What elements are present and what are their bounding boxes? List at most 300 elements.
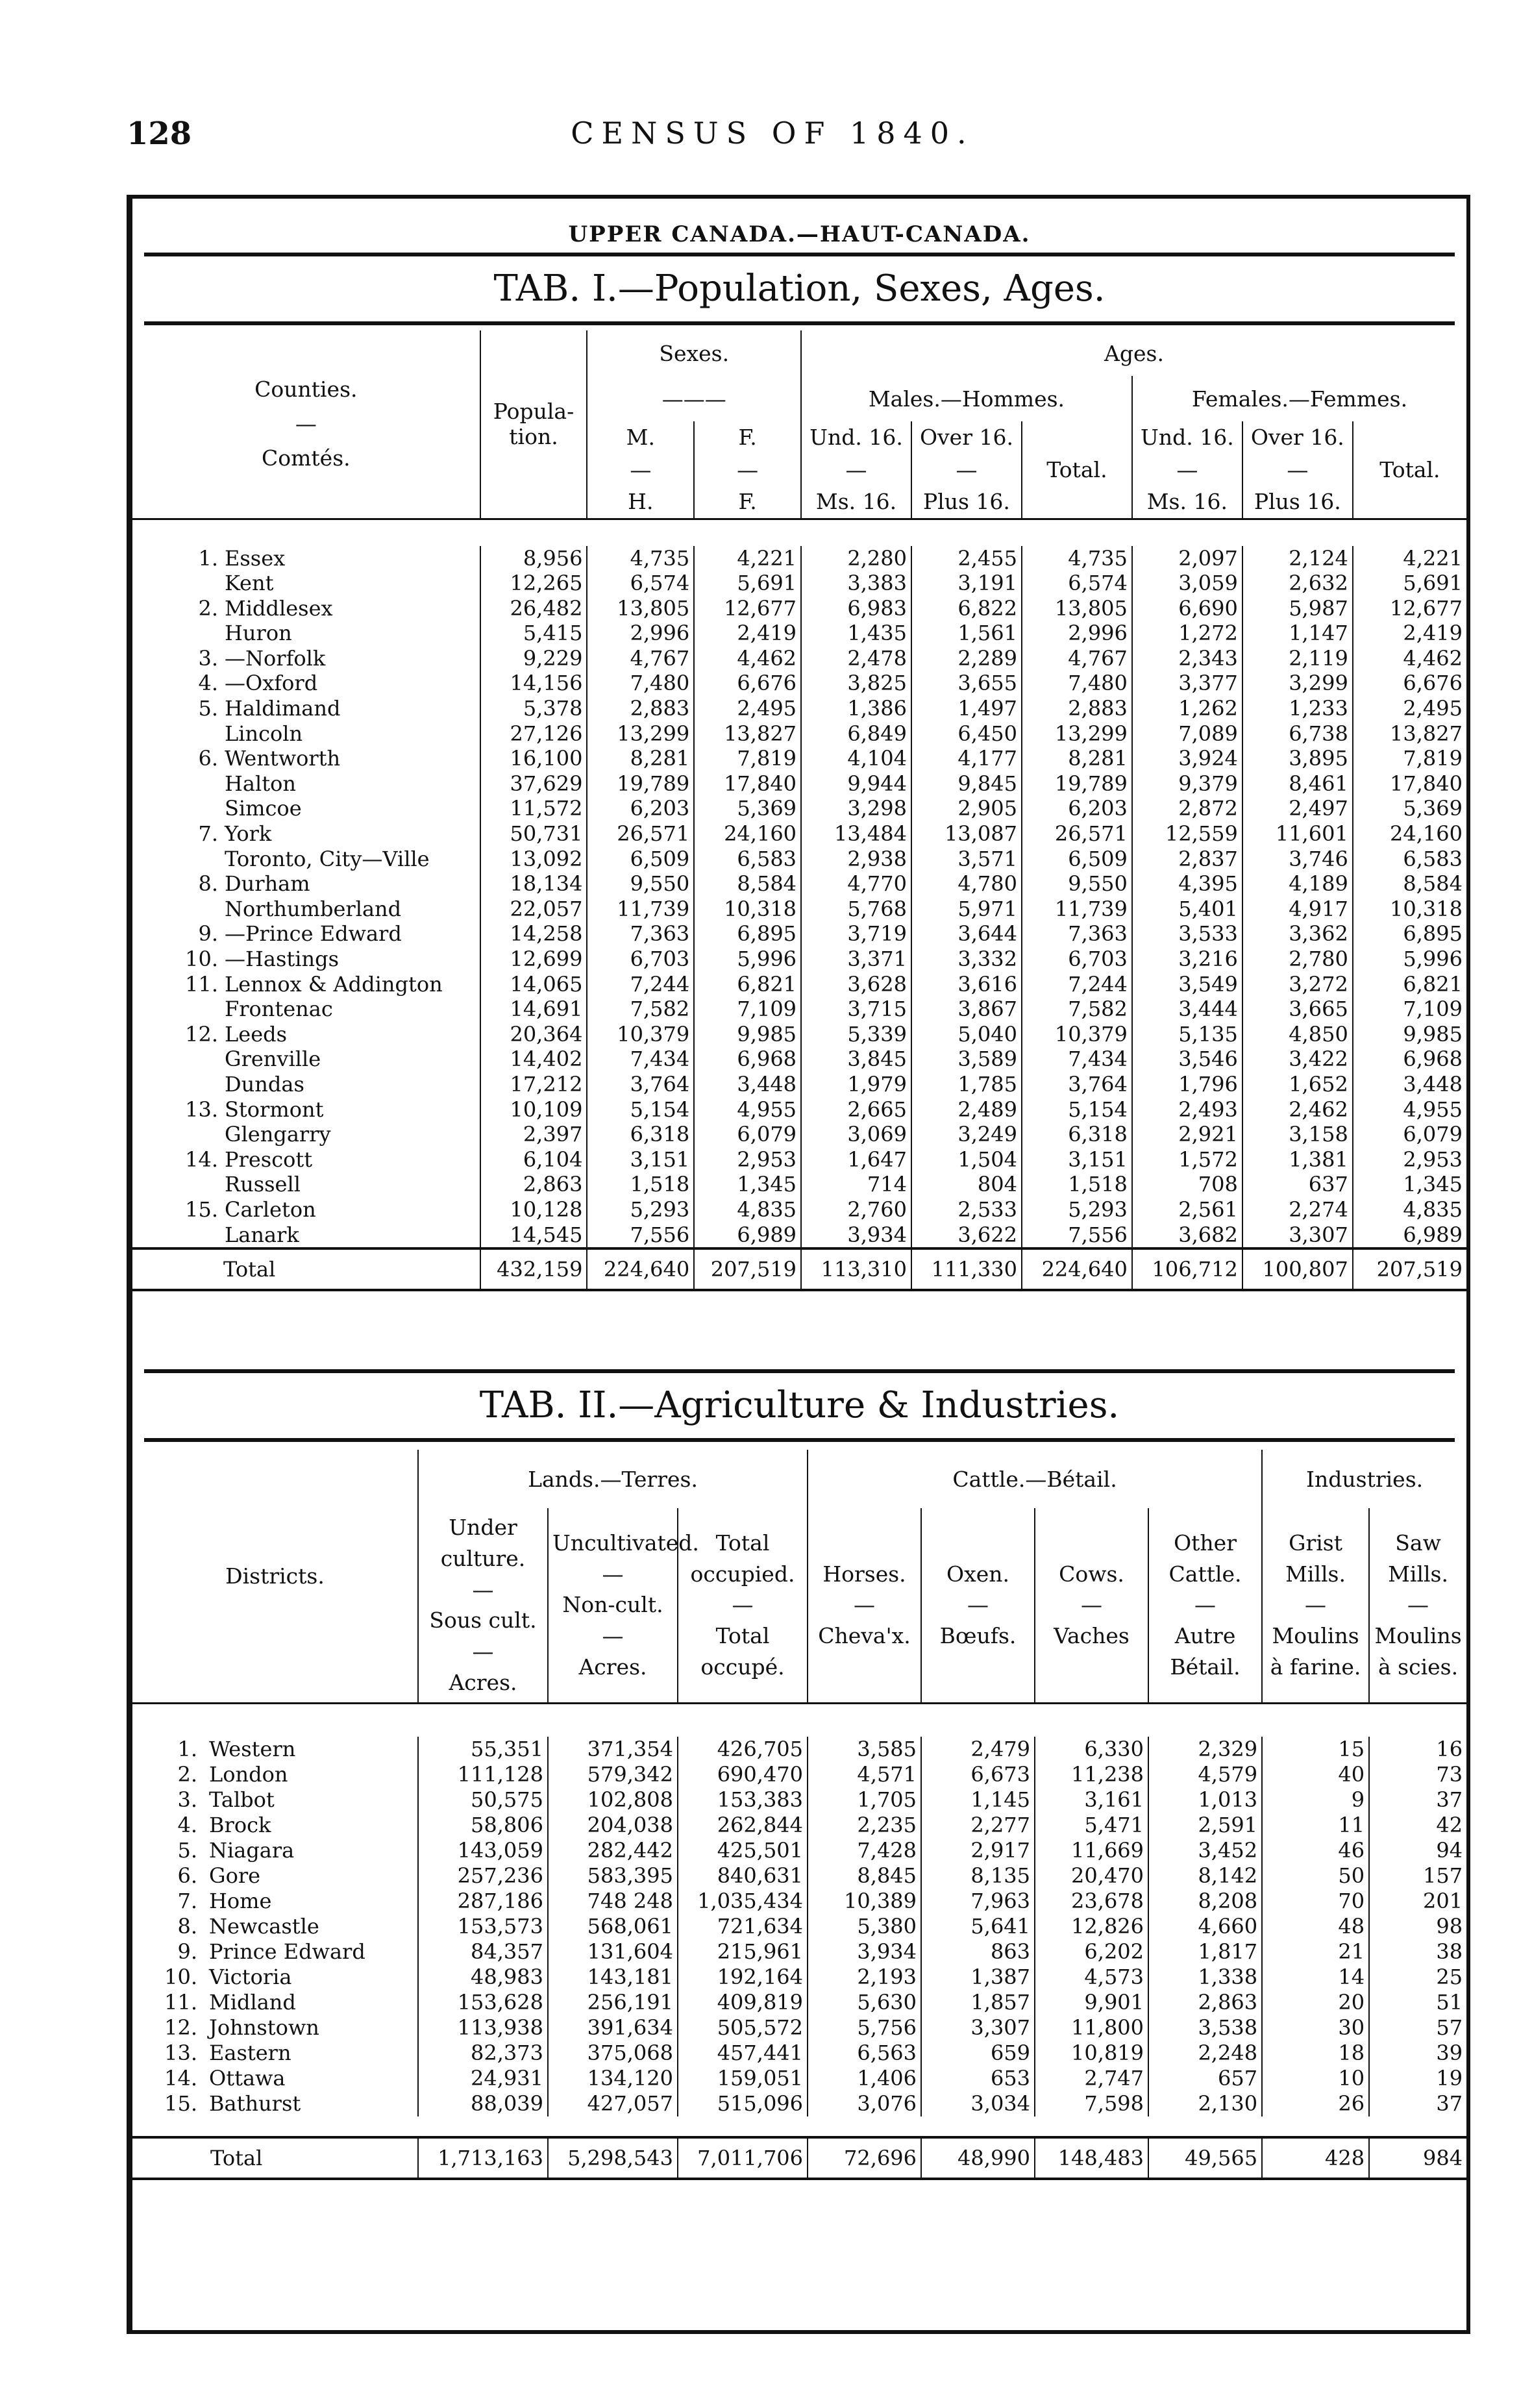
cell-horses: 2,235 — [808, 1813, 921, 1838]
cell-m: 7,434 — [587, 1047, 694, 1072]
table-row — [132, 671, 1466, 696]
other-cattle-header: Other Cattle. — Autre Bétail. — [1148, 1508, 1262, 1703]
table-row — [132, 621, 1466, 646]
county-name-cell — [132, 821, 480, 847]
males-under16-header: Und. 16. — Ms. 16. — [801, 421, 911, 519]
district-number: 11. — [164, 1989, 197, 2015]
district-name-cell — [132, 1838, 418, 1863]
cell-fo: 4,917 — [1242, 897, 1353, 922]
county-name: Middlesex — [225, 595, 333, 621]
county-name: Leeds — [225, 1021, 288, 1047]
cell-f: 4,835 — [694, 1197, 801, 1223]
district-name: Prince Edward — [209, 1939, 365, 1964]
cell-m: 2,883 — [587, 696, 694, 721]
cell-saw: 57 — [1436, 2015, 1463, 2040]
cell-cows: 5,471 — [1035, 1813, 1148, 1838]
cell-uncult: 256,191 — [548, 1990, 678, 2015]
table-row — [132, 1072, 1466, 1097]
county-name-cell — [132, 646, 480, 671]
cell-total: 159,051 — [678, 2066, 808, 2091]
district-name: Home — [209, 1888, 272, 1913]
cell-f: 12,677 — [694, 596, 801, 621]
cell-fo: 3,272 — [1242, 972, 1353, 997]
cell-pop: 5,378 — [480, 696, 587, 721]
cell-mo: 9,845 — [911, 771, 1022, 797]
cell-total: 215,961 — [678, 1939, 808, 1965]
cell-mo: 2,905 — [911, 796, 1022, 821]
cell-mu: 714 — [801, 1172, 911, 1197]
cell-under: 113,938 — [418, 2015, 548, 2041]
cell-m: 7,582 — [587, 997, 694, 1022]
cell-m: 6,318 — [587, 1122, 694, 1147]
cell-horses: 3,585 — [808, 1737, 921, 1762]
cell-saw: 19 — [1436, 2065, 1463, 2091]
cell-ft: 17,840 — [1390, 771, 1463, 796]
cell-fo: 4,850 — [1242, 1022, 1353, 1047]
county-number: 5. — [198, 696, 218, 721]
cell-saw: 73 — [1436, 1761, 1463, 1787]
tab1-table: Counties. — Comtés. Popula-tion. Sexes. Ages. ——— Males.—Hommes. Females.—Femmes. M. — H. F. — F. Und. 16. — Ms. 16. Over 16. — Plus 16. Total. Und. 16. — Ms. 16. Over 16. — Plus 16. Total. 1. Essex 8,956 4,735 4,221 2,280 2,455 4,735 2,097 2,124 4,221 Kent 12,265 6,574 5,691 3,383 3,191 6,574 3,059 2,632 5,691 2. Middlesex 26,482 13,805 12,677 6,983 6,822 13,805 6,690 5,987 12,677 Huron 5,415 2,996 2,419 1,435 1,561 2,996 1,272 1,147 2,419 3. —Norfolk 9,229 4,767 4,462 2,478 2,289 4,767 2,343 2,119 4,462 4. —Oxford 14,156 7,480 6,676 3,825 3,655 7,480 3,377 3,299 6,676 5. Haldimand 5,378 2,883 2,495 1,386 1,497 2,883 1,262 1,233 2,495 Lincoln 27,126 13,299 13,827 6,849 6,450 13,299 7,089 6,738 13,827 6. Wentworth 16,100 8,281 7,819 4,104 4,177 8,281 3,924 3,895 7,819 Halton 37,629 19,789 17,840 9,944 9,845 19,789 9,379 8,461 17,840 Simcoe 11,572 6,203 5,369 3,298 2,905 6,203 2,872 2,497 5,369 7. York 50,731 26,571 24,160 13,484 13,087 26,571 12,559 11,601 24,160 Toronto, City—Ville 13,092 6,509 6,583 2,938 3,571 6,509 2,837 3,746 6,583 8. Durham 18,134 9,550 8,584 4,770 4,780 9,550 4,395 4,189 8,584 Northumberland 22,057 11,739 10,318 5,768 5,971 11,739 5,401 4,917 10,318 9. —Prince Edward 14,258 7,363 6,895 3,719 3,644 7,363 3,533 3,362 6,895 10. —Hastings 12,699 6,703 5,996 3,371 3,332 6,703 3,216 2,780 5,996 11. Lennox & Addington 14,065 7,244 6,821 3,628 3,616 7,244 3,549 3,272 6,821 Frontenac 14,691 7,582 7,109 3,715 3,867 7,582 3,444 3,665 7,109 12. Leeds 20,364 10,379 9,985 5,339 5,040 10,379 5,135 4,850 9,985 Grenville 14,402 7,434 6,968 3,845 3,589 7,434 3,546 3,422 6,968 Dundas 17,212 3,764 3,448 1,979 1,785 3,764 1,796 1,652 3,448 13. Stormont 10,109 5,154 4,955 2,665 2,489 5,154 2,493 2,462 4,955 Glengarry 2,397 6,318 6,079 3,069 3,249 6,318 2,921 3,158 6,079 14. Prescott 6,104 3,151 2,953 1,647 1,504 3,151 1,572 1,381 2,953 Russell 2,863 1,518 1,345 714 804 1,518 708 637 1,345 15. Carleton 10,128 5,293 4,835 2,760 2,533 5,293 2,561 2,274 4,835 Lanark 14,545 7,556 6,989 3,934 3,622 7,556 3,682 3,307 6,989 Total 432,159 224,640 207,519 113,310 111,330 224,640 106,712 100,807 207,519 — [132, 330, 1466, 1291]
cell-other: 1,817 — [1148, 1939, 1262, 1965]
cell-mt: 13,299 — [1022, 721, 1132, 747]
cell-m: 6,509 — [587, 847, 694, 872]
table-row — [132, 1122, 1466, 1147]
cell-uncult: 204,038 — [548, 1813, 678, 1838]
cell-fu: 1,262 — [1132, 696, 1242, 721]
cell-pop: 2,863 — [480, 1172, 587, 1197]
cell-m: 7,556 — [587, 1223, 694, 1249]
cell-mt: 4,735 — [1022, 546, 1132, 571]
cell-fu: 2,561 — [1132, 1197, 1242, 1223]
cell-mo: 3,191 — [911, 571, 1022, 596]
females-header: Females.—Femmes. — [1191, 386, 1408, 412]
cell-uncult: 371,354 — [548, 1737, 678, 1762]
cell-fu: 2,097 — [1132, 546, 1242, 571]
county-name-cell — [132, 847, 480, 872]
county-name-cell — [132, 671, 480, 696]
cell-ft: 6,583 — [1403, 846, 1463, 871]
cell-total: 690,470 — [678, 1762, 808, 1787]
cell-horses: 10,389 — [808, 1889, 921, 1914]
cell-fu: 2,343 — [1132, 646, 1242, 671]
district-number: 10. — [164, 1964, 197, 1989]
cell-mo: 3,867 — [911, 997, 1022, 1022]
cell-fo: 2,119 — [1242, 646, 1353, 671]
cell-uncult: 391,634 — [548, 2015, 678, 2041]
cell-fu: 12,559 — [1132, 821, 1242, 847]
county-name: Huron — [225, 621, 292, 646]
county-name: Lennox & Addington — [225, 971, 443, 997]
district-name: Bathurst — [209, 2091, 301, 2116]
cell-fo: 3,746 — [1242, 847, 1353, 872]
district-name: Gore — [209, 1863, 261, 1888]
cell-fu: 3,444 — [1132, 997, 1242, 1022]
cell-cows: 11,669 — [1035, 1838, 1148, 1863]
cell-horses: 5,380 — [808, 1914, 921, 1939]
cell-mt: 1,518 — [1022, 1172, 1132, 1197]
county-name: Northumberland — [225, 896, 402, 921]
county-number: 4. — [198, 671, 218, 696]
cell-mo: 3,655 — [911, 671, 1022, 696]
table-row — [132, 1990, 1466, 2015]
cell-mt: 7,434 — [1022, 1047, 1132, 1072]
table-row — [132, 2041, 1466, 2066]
county-name: Russell — [225, 1172, 301, 1197]
cell-oxen: 8,135 — [921, 1863, 1035, 1889]
tab2-body — [132, 1737, 1466, 2116]
county-name: Durham — [225, 871, 310, 897]
cell-mu: 13,484 — [801, 821, 911, 847]
cell-pop: 14,545 — [480, 1223, 587, 1249]
cell-f: 4,462 — [694, 646, 801, 671]
cell-total: 409,819 — [678, 1990, 808, 2015]
cell-fo: 1,381 — [1242, 1147, 1353, 1173]
cell-fu: 2,493 — [1132, 1097, 1242, 1123]
district-name: Johnstown — [209, 2015, 319, 2040]
cell-other: 1,013 — [1148, 1787, 1262, 1813]
cell-m: 6,203 — [587, 796, 694, 821]
cell-mo: 1,504 — [911, 1147, 1022, 1173]
cell-f: 4,955 — [694, 1097, 801, 1123]
cell-mu: 3,715 — [801, 997, 911, 1022]
cell-mu: 1,386 — [801, 696, 911, 721]
cell-horses: 8,845 — [808, 1863, 921, 1889]
cell-grist: 18 — [1262, 2041, 1369, 2066]
cell-horses: 5,756 — [808, 2015, 921, 2041]
cell-pop: 12,265 — [480, 571, 587, 596]
cell-cows: 10,819 — [1035, 2041, 1148, 2066]
cell-fo: 2,632 — [1242, 571, 1353, 596]
cell-ft: 5,996 — [1403, 947, 1463, 971]
county-name-cell — [132, 921, 480, 947]
cell-f: 6,676 — [694, 671, 801, 696]
cell-mt: 6,703 — [1022, 947, 1132, 972]
cell-fu: 2,921 — [1132, 1122, 1242, 1147]
cell-mt: 5,154 — [1022, 1097, 1132, 1123]
county-name: Stormont — [225, 1097, 324, 1122]
district-name: Western — [209, 1736, 296, 1761]
cell-pop: 16,100 — [480, 746, 587, 771]
county-number: 8. — [198, 871, 218, 897]
county-number: 3. — [198, 645, 218, 671]
cell-fu: 2,872 — [1132, 796, 1242, 821]
county-name-cell — [132, 1223, 480, 1249]
county-name: Kent — [225, 571, 274, 596]
cell-m: 2,996 — [587, 621, 694, 646]
cell-f: 6,821 — [694, 972, 801, 997]
cell-f: 6,079 — [694, 1122, 801, 1147]
cell-cows: 3,161 — [1035, 1787, 1148, 1813]
cell-m: 7,244 — [587, 972, 694, 997]
cell-other: 2,863 — [1148, 1990, 1262, 2015]
cell-oxen: 2,277 — [921, 1813, 1035, 1838]
cell-mt: 3,764 — [1022, 1072, 1132, 1097]
cell-mt: 11,739 — [1022, 897, 1132, 922]
cell-m: 26,571 — [587, 821, 694, 847]
cell-other: 657 — [1148, 2066, 1262, 2091]
cell-mo: 3,571 — [911, 847, 1022, 872]
district-name: Eastern — [209, 2040, 291, 2065]
cell-cows: 7,598 — [1035, 2091, 1148, 2116]
cell-mo: 804 — [911, 1172, 1022, 1197]
district-name: London — [209, 1761, 288, 1787]
cell-mo: 4,780 — [911, 871, 1022, 897]
cell-under: 111,128 — [418, 1762, 548, 1787]
cell-grist: 48 — [1262, 1914, 1369, 1939]
county-name-cell — [132, 947, 480, 972]
district-number: 1. — [177, 1736, 197, 1761]
cell-uncult: 134,120 — [548, 2066, 678, 2091]
cell-grist: 50 — [1262, 1863, 1369, 1889]
cell-fo: 3,895 — [1242, 746, 1353, 771]
cell-total: 426,705 — [678, 1737, 808, 1762]
district-number: 2. — [177, 1761, 197, 1787]
cell-pop: 14,402 — [480, 1047, 587, 1072]
cell-fo: 3,422 — [1242, 1047, 1353, 1072]
county-name: —Hastings — [225, 947, 340, 971]
cell-fu: 3,549 — [1132, 972, 1242, 997]
county-name: Simcoe — [225, 796, 302, 821]
cell-mt: 2,883 — [1022, 696, 1132, 721]
cell-mt: 13,805 — [1022, 596, 1132, 621]
cell-pop: 12,699 — [480, 947, 587, 972]
cell-saw: 201 — [1422, 1888, 1463, 1913]
cell-mt: 2,996 — [1022, 621, 1132, 646]
cell-ft: 6,968 — [1403, 1047, 1463, 1072]
counties-header: Counties. — Comtés. — [132, 330, 480, 519]
cell-horses: 4,571 — [808, 1762, 921, 1787]
cell-mo: 3,622 — [911, 1223, 1022, 1249]
county-number: 15. — [185, 1197, 218, 1222]
district-name-cell — [132, 2091, 418, 2116]
male-header: M. — H. — [587, 421, 694, 519]
cell-grist: 9 — [1262, 1787, 1369, 1813]
under-culture-header: Under culture. — Sous cult. — Acres. — [418, 1508, 548, 1703]
cell-ft: 3,448 — [1403, 1071, 1463, 1097]
county-name: Grenville — [225, 1047, 321, 1072]
tab1-body — [132, 546, 1466, 1249]
county-name-cell — [132, 871, 480, 897]
county-name: —Oxford — [225, 671, 318, 696]
running-title: CENSUS OF 1840. — [571, 116, 974, 151]
cell-fo: 6,738 — [1242, 721, 1353, 747]
district-name: Niagara — [209, 1837, 295, 1863]
cell-grist: 30 — [1262, 2015, 1369, 2041]
cell-cows: 6,330 — [1035, 1737, 1148, 1762]
cell-mt: 7,363 — [1022, 921, 1132, 947]
county-name-cell — [132, 796, 480, 821]
cell-mu: 4,104 — [801, 746, 911, 771]
divider — [144, 1438, 1455, 1442]
cell-m: 4,735 — [587, 546, 694, 571]
cell-horses: 3,076 — [808, 2091, 921, 2116]
district-number: 6. — [177, 1863, 197, 1888]
cell-mo: 13,087 — [911, 821, 1022, 847]
cell-mt: 7,556 — [1022, 1223, 1132, 1249]
cell-pop: 20,364 — [480, 1022, 587, 1047]
county-name: Prescott — [225, 1147, 313, 1172]
cell-under: 55,351 — [418, 1737, 548, 1762]
district-name: Midland — [209, 1989, 296, 2015]
cell-ft: 7,109 — [1403, 997, 1463, 1022]
county-number: 1. — [198, 545, 218, 571]
cell-other: 8,142 — [1148, 1863, 1262, 1889]
cell-under: 82,373 — [418, 2041, 548, 2066]
cell-pop: 50,731 — [480, 821, 587, 847]
table-row — [132, 1097, 1466, 1123]
cell-pop: 6,104 — [480, 1147, 587, 1173]
cell-fo: 4,189 — [1242, 871, 1353, 897]
table-row — [132, 1172, 1466, 1197]
cell-fo: 1,147 — [1242, 621, 1353, 646]
cell-mo: 1,497 — [911, 696, 1022, 721]
district-name-cell — [132, 1813, 418, 1838]
table-row — [132, 1838, 1466, 1863]
cell-saw: 98 — [1436, 1913, 1463, 1939]
males-total-header: Total. — [1022, 421, 1132, 519]
table-row — [132, 997, 1466, 1022]
cell-pop: 13,092 — [480, 847, 587, 872]
cell-f: 17,840 — [694, 771, 801, 797]
cell-f: 13,827 — [694, 721, 801, 747]
county-name-cell — [132, 721, 480, 747]
cell-mt: 6,318 — [1022, 1122, 1132, 1147]
cell-fo: 2,462 — [1242, 1097, 1353, 1123]
cell-m: 3,151 — [587, 1147, 694, 1173]
cell-mt: 8,281 — [1022, 746, 1132, 771]
cell-oxen: 2,479 — [921, 1737, 1035, 1762]
cell-ft: 6,895 — [1403, 921, 1463, 947]
ages-header: Ages. — [1104, 340, 1164, 366]
cell-oxen: 2,917 — [921, 1838, 1035, 1863]
cell-pop: 2,397 — [480, 1122, 587, 1147]
district-name-cell — [132, 1863, 418, 1889]
cell-pop: 18,134 — [480, 871, 587, 897]
cell-fu: 1,272 — [1132, 621, 1242, 646]
cell-pop: 27,126 — [480, 721, 587, 747]
cell-m: 1,518 — [587, 1172, 694, 1197]
county-name: Lanark — [225, 1222, 299, 1247]
county-number: 9. — [198, 921, 218, 947]
cell-ft: 7,819 — [1403, 746, 1463, 771]
cell-fu: 708 — [1132, 1172, 1242, 1197]
table-row — [132, 921, 1466, 947]
cell-mu: 3,934 — [801, 1223, 911, 1249]
cell-f: 1,345 — [694, 1172, 801, 1197]
cell-grist: 26 — [1262, 2091, 1369, 2116]
cell-f: 5,691 — [694, 571, 801, 596]
cell-mu: 9,944 — [801, 771, 911, 797]
cell-cows: 20,470 — [1035, 1863, 1148, 1889]
cell-fu: 6,690 — [1132, 596, 1242, 621]
cows-header: Cows. — Vaches — [1035, 1508, 1148, 1703]
cell-grist: 11 — [1262, 1813, 1369, 1838]
cell-mu: 3,298 — [801, 796, 911, 821]
cell-mu: 3,383 — [801, 571, 911, 596]
county-name-cell — [132, 1122, 480, 1147]
district-number: 12. — [164, 2015, 197, 2040]
cell-fo: 3,299 — [1242, 671, 1353, 696]
cell-uncult: 583,395 — [548, 1863, 678, 1889]
district-name-cell — [132, 1965, 418, 1990]
cell-ft: 6,079 — [1403, 1122, 1463, 1147]
lands-header: Lands.—Terres. — [418, 1450, 808, 1508]
cell-ft: 2,495 — [1403, 696, 1463, 721]
table-row — [132, 1939, 1466, 1965]
district-number: 3. — [177, 1787, 197, 1812]
cell-fu: 3,924 — [1132, 746, 1242, 771]
cell-f: 5,369 — [694, 796, 801, 821]
cell-fo: 2,780 — [1242, 947, 1353, 972]
cell-mu: 3,628 — [801, 972, 911, 997]
cell-pop: 11,572 — [480, 796, 587, 821]
cell-m: 19,789 — [587, 771, 694, 797]
county-name-cell — [132, 1197, 480, 1223]
cell-oxen: 659 — [921, 2041, 1035, 2066]
cell-horses: 5,630 — [808, 1990, 921, 2015]
cell-ft: 6,821 — [1403, 971, 1463, 997]
cell-ft: 5,691 — [1403, 571, 1463, 596]
cell-m: 6,703 — [587, 947, 694, 972]
cell-fu: 3,059 — [1132, 571, 1242, 596]
cell-f: 10,318 — [694, 897, 801, 922]
cell-fo: 2,124 — [1242, 546, 1353, 571]
table-row — [132, 596, 1466, 621]
cell-total: 721,634 — [678, 1914, 808, 1939]
cell-mo: 1,561 — [911, 621, 1022, 646]
districts-header: Districts. — [132, 1450, 418, 1703]
cell-cows: 23,678 — [1035, 1889, 1148, 1914]
cell-oxen: 1,145 — [921, 1787, 1035, 1813]
county-name-cell — [132, 771, 480, 797]
county-name-cell — [132, 1172, 480, 1197]
cell-fu: 2,837 — [1132, 847, 1242, 872]
cell-mo: 4,177 — [911, 746, 1022, 771]
cell-pop: 8,956 — [480, 546, 587, 571]
county-name-cell — [132, 1022, 480, 1047]
cell-fu: 3,216 — [1132, 947, 1242, 972]
cell-mt: 7,244 — [1022, 972, 1132, 997]
cell-uncult: 748 248 — [548, 1889, 678, 1914]
table-row — [132, 1223, 1466, 1249]
cell-m: 13,805 — [587, 596, 694, 621]
cell-total: 192,164 — [678, 1965, 808, 1990]
cell-under: 88,039 — [418, 2091, 548, 2116]
cell-mu: 5,339 — [801, 1022, 911, 1047]
county-name: York — [225, 821, 272, 847]
cell-under: 58,806 — [418, 1813, 548, 1838]
cell-pop: 14,156 — [480, 671, 587, 696]
cell-f: 6,989 — [694, 1223, 801, 1249]
cell-mt: 6,203 — [1022, 796, 1132, 821]
cell-other: 2,329 — [1148, 1737, 1262, 1762]
table-row — [132, 897, 1466, 922]
district-number: 4. — [177, 1812, 197, 1837]
table-row — [132, 947, 1466, 972]
cell-m: 10,379 — [587, 1022, 694, 1047]
cell-horses: 6,563 — [808, 2041, 921, 2066]
cell-m: 7,363 — [587, 921, 694, 947]
cell-f: 4,221 — [694, 546, 801, 571]
cell-mo: 3,616 — [911, 972, 1022, 997]
county-name: Dundas — [225, 1071, 304, 1097]
county-number: 7. — [198, 821, 218, 847]
cell-fu: 9,379 — [1132, 771, 1242, 797]
district-name-cell — [132, 1737, 418, 1762]
cell-cows: 11,800 — [1035, 2015, 1148, 2041]
cell-uncult: 579,342 — [548, 1762, 678, 1787]
males-over16-header: Over 16. — Plus 16. — [911, 421, 1022, 519]
